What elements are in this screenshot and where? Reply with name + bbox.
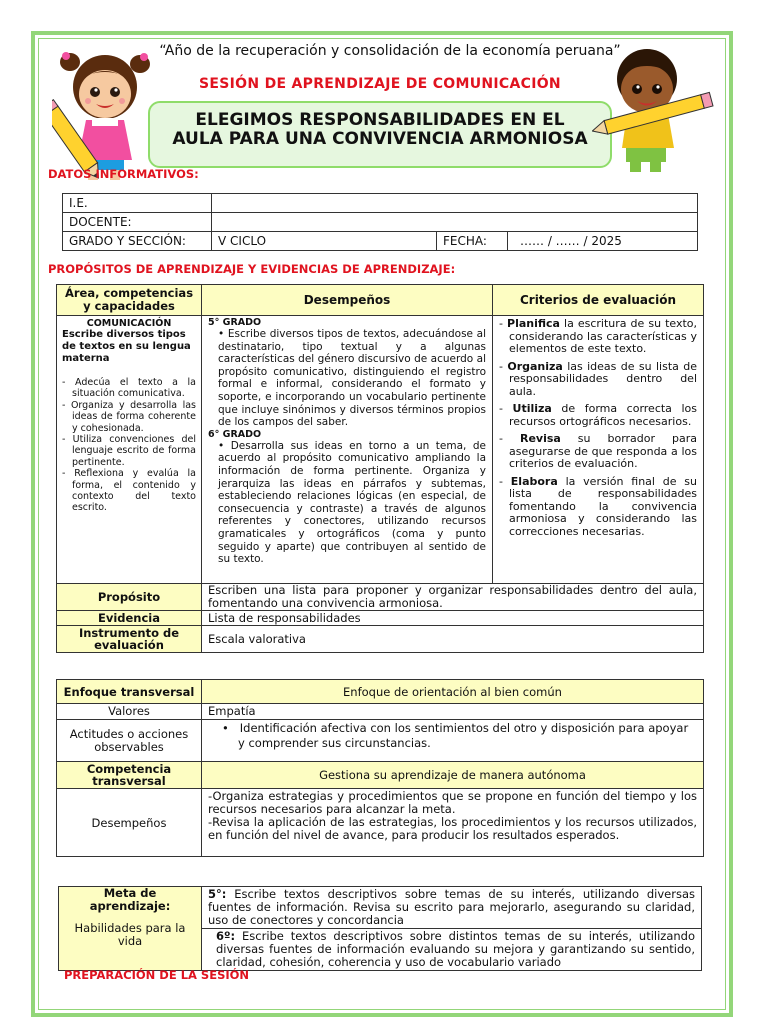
grado6-desempeno: • Desarrolla sus ideas en torno a un tema, de acuerdo al propósito comunicativo ampliando la información de forma pertinente. Organiza y jerarquiza las ideas en párrafos y subtemas, estableciendo relaciones lógicas (en especial, de consecuencia y contraste) a través de algunos referentes y conectores, utilizando recursos gramaticales y ortográficos (coma y punto seguido y aparte) que contribuyen al sentido de su texto. <box>218 439 486 566</box>
enfoque-table <box>56 679 704 857</box>
evidencia-label: Evidencia <box>57 611 202 626</box>
propositos-section-title: PROPÓSITOS DE APRENDIZAJE Y EVIDENCIAS DE APRENDIZAJE: <box>48 262 456 276</box>
lesson-title-box <box>148 101 612 168</box>
docente-field[interactable] <box>212 213 698 232</box>
criterio-item: - Organiza las ideas de su lista de responsabilidades dentro del aula. <box>499 359 697 398</box>
area-name: COMUNICACIÓN <box>86 318 172 329</box>
girl-with-pencil-illustration <box>52 42 157 182</box>
criterio-item: - Revisa su borrador para asegurarse de que responda a los criterios de evaluación. <box>499 432 698 470</box>
enfoque-value: Enfoque de orientación al bien común <box>202 680 704 704</box>
boy-with-pencil-illustration <box>592 44 722 176</box>
desempenos-transversal-label: Desempeños <box>57 789 202 857</box>
ie-label: I.E. <box>63 194 212 213</box>
session-heading: SESIÓN DE APRENDIZAJE DE COMUNICACIÓN <box>199 76 561 92</box>
capacidad-item: - Utiliza convenciones del lenguaje escrito de forma pertinente. <box>62 434 196 468</box>
criterio-item: - Elabora la versión final de su lista de responsabilidades fomentando la convivencia armoniosa y considerando las correcciones necesarias. <box>499 474 698 538</box>
desempeno-transversal-item: -Revisa la aplicación de las estrategias, los procedimientos y los recursos utilizados, en función del nivel de avance, para producir los resultados esperados. <box>208 815 697 842</box>
criterio-item: - Utiliza de forma correcta los recursos ortográficos necesarios. <box>499 402 697 428</box>
criterio-item: - Planifica la escritura de su texto, considerando las características y elementos de este texto. <box>499 317 698 355</box>
actitudes-cell <box>202 720 704 762</box>
evidencia-value: Lista de responsabilidades <box>202 611 704 626</box>
preparacion-section-title: PREPARACIÓN DE LA SESIÓN <box>64 968 250 982</box>
ie-field[interactable] <box>212 194 698 213</box>
header-desempenos: Desempeños <box>202 285 493 316</box>
grado5-label: 5° GRADO <box>208 317 262 328</box>
grado5-desempeno: • Escribe diversos tipos de textos, adecuándose al destinatario, tipo textual y a algunas características del género discursivo de acuerdo al propósito comunicativo, distinguiendo el registro formal e informal, considerando el formato y soporte, e incorporando un vocabulario pertinente que incluye sinónimos y diversos términos propios de los campos del saber. <box>218 328 487 429</box>
meta-grado5: 5°: Escribe textos descriptivos sobre temas de su interés, utilizando diversas fuentes de información. Revisa su escrito para mejorarlo, asegurando su claridad, uso de conectores y concordancia <box>202 887 702 929</box>
grado-label: GRADO Y SECCIÓN: <box>63 232 212 251</box>
competencia-transversal-label: Competencia transversal <box>57 762 202 789</box>
valores-label: Valores <box>57 704 202 720</box>
datos-section-title: DATOS INFORMATIVOS: <box>48 167 199 181</box>
year-motto: “Año de la recuperación y consolidación de la economía peruana” <box>159 43 621 59</box>
criterios-list <box>499 318 697 538</box>
valores-value: Empatía <box>202 704 704 720</box>
header-area: Área, competencias y capacidades <box>57 285 202 316</box>
meta-table <box>58 886 702 971</box>
instrumento-label: Instrumento de evaluación <box>57 626 202 653</box>
capacidad-item: - Reflexiona y evalúa la forma, el contenido y contexto del texto escrito. <box>62 468 197 514</box>
propositos-table <box>56 284 704 653</box>
meta-label: Meta de aprendizaje: <box>89 886 171 913</box>
fecha-label: FECHA: <box>437 232 508 251</box>
actitudes-label: Actitudes o acciones observables <box>57 720 202 762</box>
proposito-value: Escriben una lista para proponer y organizar responsabilidades dentro del aula, fomentando una convivencia armoniosa. <box>202 584 704 611</box>
docente-label: DOCENTE: <box>63 213 212 232</box>
desempenos-transversal-cell <box>202 789 704 857</box>
capacidad-item: - Adecúa el texto a la situación comunicativa. <box>62 377 196 400</box>
proposito-label: Propósito <box>57 584 202 611</box>
area-cell <box>57 316 202 584</box>
enfoque-label: Enfoque transversal <box>57 680 202 704</box>
meta-grado6: 6º: Escribe textos descriptivos sobre distintos temas de su interés, utilizando diversas fuentes de información evaluando su mejora y garantizando su sentido, claridad, cohesión, coherencia y uso de vocabulario variado <box>202 929 702 971</box>
criterios-cell <box>493 316 704 584</box>
capacidades-list <box>62 377 196 514</box>
header-criterios: Criterios de evaluación <box>493 285 704 316</box>
lesson-title: ELEGIMOS RESPONSABILIDADES EN EL AULA PARA UNA CONVIVENCIA ARMONIOSA <box>172 110 588 149</box>
actitudes-value: • Identificación afectiva con los sentimientos del otro y disposición para apoyar y comprender sus circunstancias. <box>222 721 689 750</box>
grado-value[interactable]: V CICLO <box>212 232 437 251</box>
desempenos-cell <box>202 316 493 584</box>
datos-table <box>62 193 698 251</box>
competencia-transversal-value: Gestiona su aprendizaje de manera autónoma <box>202 762 704 789</box>
capacidad-item: - Organiza y desarrolla las ideas de forma coherente y cohesionada. <box>62 399 197 434</box>
grado6-label: 6° GRADO <box>208 428 262 440</box>
instrumento-value: Escala valorativa <box>202 626 704 653</box>
meta-label-cell <box>59 887 202 971</box>
desempeno-transversal-item: -Organiza estrategias y procedimientos que se propone en función del tiempo y los recursos necesarios para alcanzar la meta. <box>208 789 697 816</box>
fecha-value[interactable]: …… / …… / 2025 <box>508 232 698 251</box>
meta-sub-label: Habilidades para la vida <box>74 921 186 948</box>
competencia-name: Escribe diversos tipos de textos en su lengua materna <box>62 329 191 364</box>
